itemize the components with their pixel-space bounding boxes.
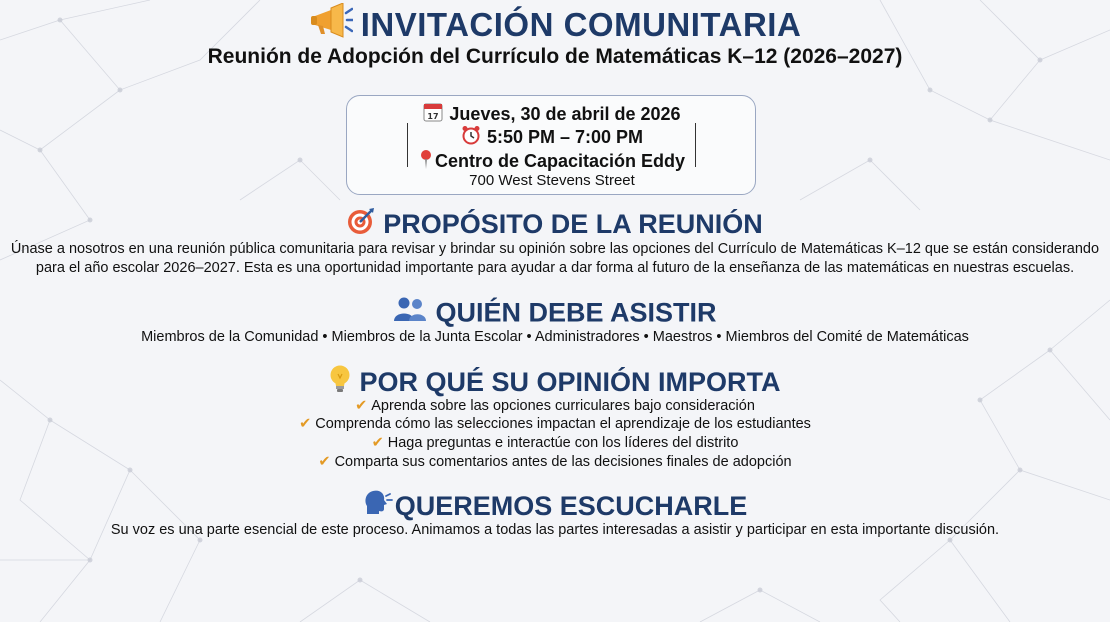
lightbulb-icon xyxy=(329,364,351,401)
megaphone-icon xyxy=(309,3,353,47)
event-details-box xyxy=(346,95,756,195)
who-heading xyxy=(0,296,1110,329)
why-heading-text: POR QUÉ SU OPINIÓN IMPORTA xyxy=(359,367,781,397)
why-heading xyxy=(0,364,1110,401)
event-time-text: 5:50 PM – 7:00 PM xyxy=(486,127,644,147)
hear-heading xyxy=(0,488,1110,525)
checkmark-icon: ✔ xyxy=(318,454,331,470)
event-date xyxy=(347,102,757,127)
page-subtitle: Reunión de Adopción del Currículo de Matemáticas K–12 (2026–2027) xyxy=(207,45,903,68)
purpose-text xyxy=(0,240,1110,278)
list-item: ✔ Comparta sus comentarios antes de las decisiones finales de adopción xyxy=(318,454,792,470)
hear-heading-text: QUEREMOS ESCUCHARLE xyxy=(394,491,748,521)
speaking-head-icon xyxy=(363,488,393,525)
hear-text: Su voz es una parte esencial de este proceso. Animamos a todas las partes interesadas a asistir y participar en esta importante discusión. xyxy=(110,522,1000,538)
alarm-clock-icon xyxy=(461,125,481,150)
event-place xyxy=(347,149,757,174)
purpose-line-1: Únase a nosotros en una reunión pública comunitaria para revisar y brindar su opinión sobre las opciones del Currículo de Matemáticas K–12 que se están considerando xyxy=(10,241,1100,257)
purpose-heading-text: PROPÓSITO DE LA REUNIÓN xyxy=(383,209,763,239)
page-title xyxy=(0,3,1110,47)
event-date-text: Jueves, 30 de abril de 2026 xyxy=(449,104,681,124)
who-heading-text: QUIÉN DEBE ASISTIR xyxy=(435,297,717,328)
purpose-heading xyxy=(0,207,1110,242)
checkmark-icon: ✔ xyxy=(299,416,312,432)
event-place-text: Centro de Capacitación Eddy xyxy=(434,151,686,171)
purpose-line-2: para el año escolar 2026–2027. Esta es una oportunidad importante para ayudar a dar forma al futuro de la enseñanza de las matemáticas en nuestras escuelas. xyxy=(35,260,1075,276)
title-text: INVITACIÓN COMUNITARIA xyxy=(360,6,802,43)
checkmark-icon: ✔ xyxy=(355,398,368,414)
svg-text:17: 17 xyxy=(427,112,439,121)
list-item: ✔ Aprenda sobre las opciones curriculares bajo consideración xyxy=(355,398,755,414)
checkmark-icon: ✔ xyxy=(371,435,384,451)
event-address: 700 West Stevens Street xyxy=(469,172,635,189)
map-pin-icon xyxy=(419,149,433,174)
event-time xyxy=(347,125,757,150)
calendar-icon xyxy=(423,102,443,127)
attendees-list: Miembros de la Comunidad • Miembros de la Junta Escolar • Administradores • Maestros • Miembros del Comité de Matemáticas xyxy=(141,329,969,345)
target-icon xyxy=(347,207,375,242)
list-item: ✔ Haga preguntas e interactúe con los líderes del distrito xyxy=(371,435,739,451)
list-item: ✔ Comprenda cómo las selecciones impactan el aprendizaje de los estudiantes xyxy=(299,416,811,432)
people-icon xyxy=(393,296,427,329)
